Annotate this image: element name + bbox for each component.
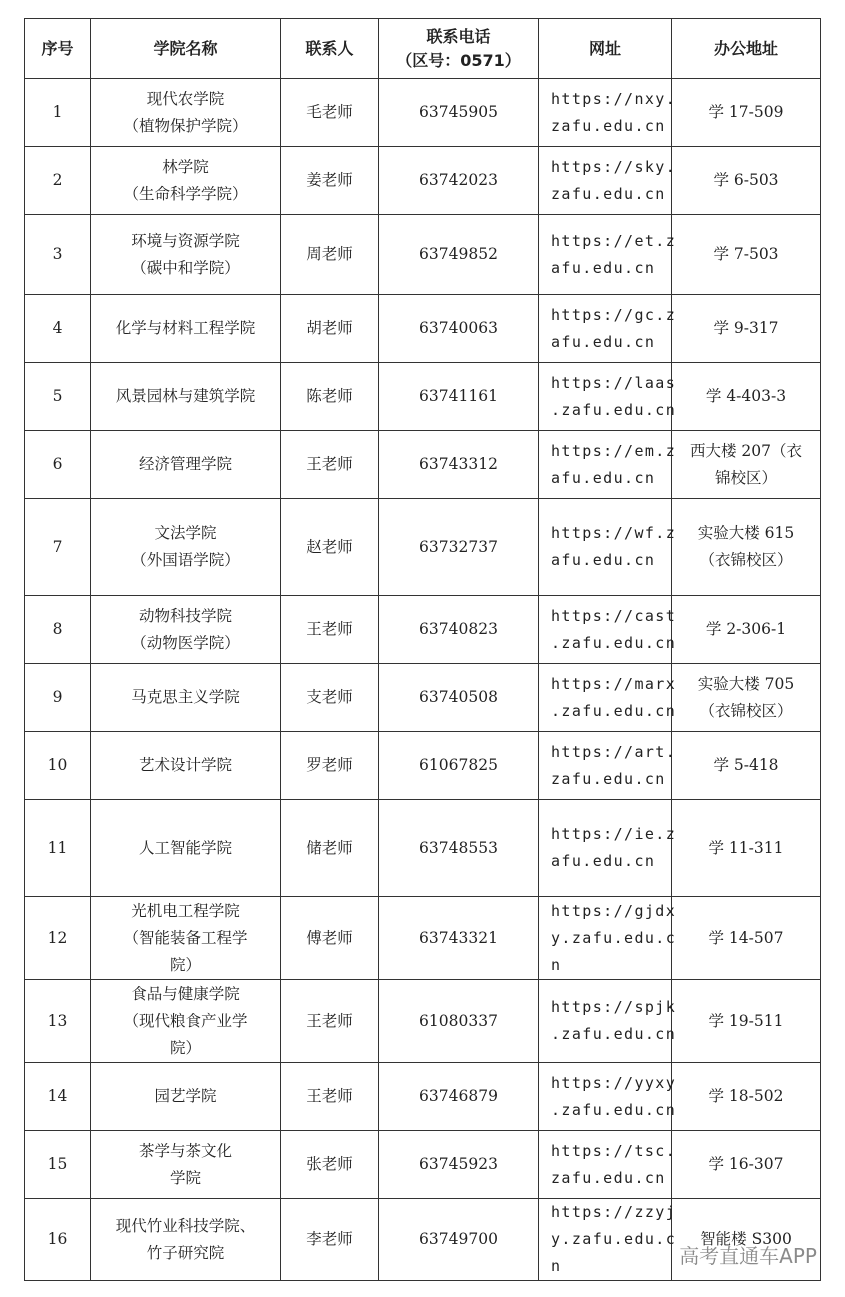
seq-cell: 13 (25, 980, 91, 1063)
seq-cell: 1 (25, 79, 91, 147)
url-cell: https://em.z afu.edu.cn (539, 431, 672, 499)
address-cell: 学 19-511 (672, 980, 821, 1063)
url-cell: https://yyxy .zafu.edu.cn (539, 1063, 672, 1131)
seq-cell: 3 (25, 215, 91, 295)
phone-cell: 63743321 (379, 897, 539, 980)
url-cell: https://nxy. zafu.edu.cn (539, 79, 672, 147)
college-cell: 风景园林与建筑学院 (91, 363, 281, 431)
college-cell: 光机电工程学院 （智能装备工程学 院） (91, 897, 281, 980)
phone-cell: 63740823 (379, 596, 539, 664)
url-cell: https://cast .zafu.edu.cn (539, 596, 672, 664)
phone-cell: 63748553 (379, 800, 539, 897)
url-cell: https://et.z afu.edu.cn (539, 215, 672, 295)
address-cell: 学 4-403-3 (672, 363, 821, 431)
seq-cell: 15 (25, 1131, 91, 1199)
url-cell: https://tsc. zafu.edu.cn (539, 1131, 672, 1199)
watermark: 高考直通车APP (679, 1244, 817, 1268)
seq-cell: 5 (25, 363, 91, 431)
address-cell: 学 7-503 (672, 215, 821, 295)
table-row (25, 980, 821, 1063)
phone-cell: 63745905 (379, 79, 539, 147)
college-cell: 艺术设计学院 (91, 732, 281, 800)
phone-cell: 63740063 (379, 295, 539, 363)
seq-cell: 10 (25, 732, 91, 800)
address-cell: 学 18-502 (672, 1063, 821, 1131)
phone-cell: 63746879 (379, 1063, 539, 1131)
contact-cell: 李老师 (281, 1199, 379, 1281)
seq-cell: 6 (25, 431, 91, 499)
table-row (25, 215, 821, 295)
table-row (25, 732, 821, 800)
address-cell: 学 6-503 (672, 147, 821, 215)
address-cell: 学 14-507 (672, 897, 821, 980)
url-cell: https://laas .zafu.edu.cn (539, 363, 672, 431)
college-cell: 人工智能学院 (91, 800, 281, 897)
header-contact: 联系人 (281, 19, 379, 79)
address-cell: 西大楼 207（衣 锦校区） (672, 431, 821, 499)
url-cell: https://art. zafu.edu.cn (539, 732, 672, 800)
address-cell: 学 9-317 (672, 295, 821, 363)
header-phone: 联系电话 （区号：0571） (379, 19, 539, 79)
contact-cell: 傅老师 (281, 897, 379, 980)
url-cell: https://ie.z afu.edu.cn (539, 800, 672, 897)
url-cell: https://spjk .zafu.edu.cn (539, 980, 672, 1063)
phone-cell: 63732737 (379, 499, 539, 596)
address-cell: 学 16-307 (672, 1131, 821, 1199)
contact-cell: 周老师 (281, 215, 379, 295)
seq-cell: 4 (25, 295, 91, 363)
contact-cell: 罗老师 (281, 732, 379, 800)
college-cell: 林学院 （生命科学学院） (91, 147, 281, 215)
seq-cell: 7 (25, 499, 91, 596)
college-cell: 现代农学院 （植物保护学院） (91, 79, 281, 147)
table-row (25, 664, 821, 732)
seq-cell: 8 (25, 596, 91, 664)
table-row (25, 1063, 821, 1131)
contact-cell: 支老师 (281, 664, 379, 732)
contact-cell: 张老师 (281, 1131, 379, 1199)
table-row (25, 363, 821, 431)
phone-cell: 63741161 (379, 363, 539, 431)
phone-cell: 63742023 (379, 147, 539, 215)
table-row (25, 800, 821, 897)
contact-cell: 王老师 (281, 1063, 379, 1131)
phone-cell: 61080337 (379, 980, 539, 1063)
phone-cell: 63743312 (379, 431, 539, 499)
table-row (25, 499, 821, 596)
table-row (25, 596, 821, 664)
college-cell: 动物科技学院 （动物医学院） (91, 596, 281, 664)
contact-cell: 赵老师 (281, 499, 379, 596)
contact-cell: 陈老师 (281, 363, 379, 431)
college-cell: 文法学院 （外国语学院） (91, 499, 281, 596)
college-contact-table (24, 18, 821, 1281)
contact-cell: 储老师 (281, 800, 379, 897)
header-address: 办公地址 (672, 19, 821, 79)
table-row (25, 147, 821, 215)
table-row (25, 295, 821, 363)
address-cell: 智能楼 S300 (672, 1199, 821, 1281)
phone-cell: 63740508 (379, 664, 539, 732)
header-college: 学院名称 (91, 19, 281, 79)
contact-cell: 胡老师 (281, 295, 379, 363)
seq-cell: 11 (25, 800, 91, 897)
phone-cell: 63749852 (379, 215, 539, 295)
table-row (25, 79, 821, 147)
address-cell: 实验大楼 615 （衣锦校区） (672, 499, 821, 596)
address-cell: 学 5-418 (672, 732, 821, 800)
contact-cell: 姜老师 (281, 147, 379, 215)
header-seq: 序号 (25, 19, 91, 79)
url-cell: https://gc.z afu.edu.cn (539, 295, 672, 363)
url-cell: https://wf.z afu.edu.cn (539, 499, 672, 596)
table-row (25, 897, 821, 980)
seq-cell: 2 (25, 147, 91, 215)
seq-cell: 14 (25, 1063, 91, 1131)
address-cell: 学 17-509 (672, 79, 821, 147)
college-cell: 化学与材料工程学院 (91, 295, 281, 363)
address-cell: 学 11-311 (672, 800, 821, 897)
phone-cell: 63745923 (379, 1131, 539, 1199)
college-cell: 园艺学院 (91, 1063, 281, 1131)
contact-cell: 王老师 (281, 596, 379, 664)
seq-cell: 16 (25, 1199, 91, 1281)
url-cell: https://sky. zafu.edu.cn (539, 147, 672, 215)
college-cell: 环境与资源学院 （碳中和学院） (91, 215, 281, 295)
college-cell: 经济管理学院 (91, 431, 281, 499)
header-url: 网址 (539, 19, 672, 79)
college-cell: 马克思主义学院 (91, 664, 281, 732)
url-cell: https://gjdx y.zafu.edu.c n (539, 897, 672, 980)
table-row (25, 1131, 821, 1199)
seq-cell: 12 (25, 897, 91, 980)
college-cell: 食品与健康学院 （现代粮食产业学 院） (91, 980, 281, 1063)
url-cell: https://zzyj y.zafu.edu.c n (539, 1199, 672, 1281)
address-cell: 实验大楼 705 （衣锦校区） (672, 664, 821, 732)
phone-cell: 63749700 (379, 1199, 539, 1281)
contact-cell: 王老师 (281, 431, 379, 499)
contact-cell: 王老师 (281, 980, 379, 1063)
college-cell: 茶学与茶文化 学院 (91, 1131, 281, 1199)
contact-cell: 毛老师 (281, 79, 379, 147)
phone-cell: 61067825 (379, 732, 539, 800)
table-row (25, 431, 821, 499)
seq-cell: 9 (25, 664, 91, 732)
address-cell: 学 2-306-1 (672, 596, 821, 664)
header-row (25, 19, 821, 79)
url-cell: https://marx .zafu.edu.cn (539, 664, 672, 732)
college-cell: 现代竹业科技学院、 竹子研究院 (91, 1199, 281, 1281)
